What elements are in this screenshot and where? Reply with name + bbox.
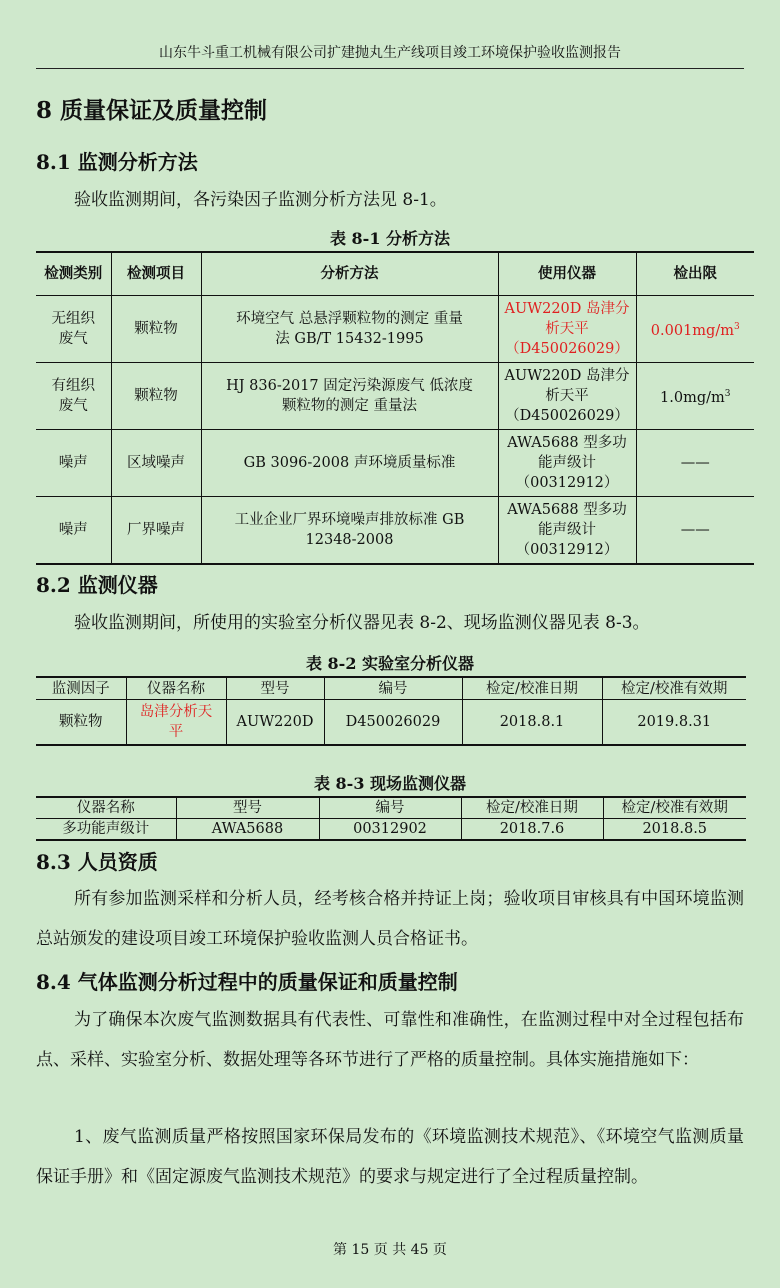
section-8-2-title: 8.2 监测仪器 <box>36 573 158 597</box>
table-row <box>36 363 754 430</box>
col-header: 型号 <box>176 797 319 819</box>
cell-limit: —— <box>636 430 754 497</box>
cell-instrument: AWA5688 型多功能声级计（00312912） <box>498 497 636 565</box>
col-header: 检定/校准有效期 <box>603 797 746 819</box>
table-header-row <box>36 797 746 819</box>
col-header: 检定/校准有效期 <box>602 677 746 700</box>
cell-limit: $0.001mg/m^3$ <box>636 296 754 363</box>
section-8-4-text-2: 1、废气监测质量严格按照国家环保局发布的《环境监测技术规范》、《环境空气监测质量保证手册》和《固定源废气监测技术规范》的要求与规定进行了全过程质量控制。 <box>36 1127 744 1187</box>
section-8-4-title: 8.4 气体监测分析过程中的质量保证和质量控制 <box>36 970 458 994</box>
table-analysis-methods <box>36 251 754 565</box>
cell-method: 环境空气 总悬浮颗粒物的测定 重量法 GB/T 15432-1995 <box>201 296 498 363</box>
col-header: 监测因子 <box>36 677 126 700</box>
cell-method: HJ 836-2017 固定污染源废气 低浓度颗粒物的测定 重量法 <box>201 363 498 430</box>
col-header: 编号 <box>319 797 461 819</box>
table-row <box>36 700 746 746</box>
col-header: 型号 <box>226 677 324 700</box>
cell-calib-date: 2018.8.1 <box>462 700 602 746</box>
table-header-row <box>36 252 754 296</box>
cell-item: 颗粒物 <box>111 363 201 430</box>
cell-limit: —— <box>636 497 754 565</box>
cell-serial: 00312902 <box>319 819 461 841</box>
col-header: 检定/校准日期 <box>462 677 602 700</box>
table-header-row <box>36 677 746 700</box>
cell-model: AWA5688 <box>176 819 319 841</box>
cell-category: 无组织废气 <box>36 296 111 363</box>
table-8-2-caption: 表 8-2 实验室分析仪器 <box>305 654 475 673</box>
cell-instrument-name: 多功能声级计 <box>36 819 176 841</box>
col-header-item: 检测项目 <box>111 252 201 296</box>
cell-method: GB 3096-2008 声环境质量标准 <box>201 430 498 497</box>
cell-factor: 颗粒物 <box>36 700 126 746</box>
table-lab-instruments <box>36 676 746 746</box>
cell-instrument-name: 岛津分析天平 <box>126 700 226 746</box>
page-footer: 第 15 页 共 45 页 <box>333 1242 447 1258</box>
cell-category: 有组织废气 <box>36 363 111 430</box>
section-8-2-text: 验收监测期间，所使用的实验室分析仪器见表 8-2、现场监测仪器见表 8-3。 <box>74 613 650 633</box>
cell-item: 颗粒物 <box>111 296 201 363</box>
cell-model: AUW220D <box>226 700 324 746</box>
table-row <box>36 296 754 363</box>
table-field-instruments <box>36 796 746 841</box>
cell-item: 区域噪声 <box>111 430 201 497</box>
cell-instrument: AWA5688 型多功能声级计（00312912） <box>498 430 636 497</box>
col-header-limit: 检出限 <box>636 252 754 296</box>
table-row <box>36 819 746 841</box>
section-8-3-title: 8.3 人员资质 <box>36 850 158 874</box>
cell-valid-until: 2019.8.31 <box>602 700 746 746</box>
section-8-3-text: 所有参加监测采样和分析人员，经考核合格并持证上岗；验收项目审核具有中国环境监测总站颁发的建设项目竣工环境保护验收监测人员合格证书。 <box>36 889 744 949</box>
col-header-category: 检测类别 <box>36 252 111 296</box>
col-header-method: 分析方法 <box>201 252 498 296</box>
cell-category: 噪声 <box>36 430 111 497</box>
cell-calib-date: 2018.7.6 <box>461 819 603 841</box>
cell-valid-until: 2018.8.5 <box>603 819 746 841</box>
cell-method: 工业企业厂界环境噪声排放标准 GB 12348-2008 <box>201 497 498 565</box>
section-8-1-text: 验收监测期间，各污染因子监测分析方法见 8-1。 <box>74 190 447 210</box>
cell-item: 厂界噪声 <box>111 497 201 565</box>
cell-instrument: AUW220D 岛津分析天平（D450026029） <box>498 296 636 363</box>
page-header: 山东牛斗重工机械有限公司扩建抛丸生产线项目竣工环境保护验收监测报告 <box>36 42 744 69</box>
table-row <box>36 497 754 565</box>
col-header: 检定/校准日期 <box>461 797 603 819</box>
cell-limit: $1.0mg/m^3$ <box>636 363 754 430</box>
table-8-3-caption: 表 8-3 现场监测仪器 <box>313 774 467 793</box>
col-header: 编号 <box>324 677 462 700</box>
table-8-1-caption: 表 8-1 分析方法 <box>329 229 451 248</box>
cell-instrument: AUW220D 岛津分析天平（D450026029） <box>498 363 636 430</box>
section-8-4-text-1: 为了确保本次废气监测数据具有代表性、可靠性和准确性，在监测过程中对全过程包括布点、采样、实验室分析、数据处理等各环节进行了严格的质量控制。具体实施措施如下： <box>36 1010 744 1070</box>
col-header: 仪器名称 <box>36 797 176 819</box>
cell-category: 噪声 <box>36 497 111 565</box>
table-row <box>36 430 754 497</box>
cell-serial: D450026029 <box>324 700 462 746</box>
section-8-1-title: 8.1 监测分析方法 <box>36 150 198 174</box>
section-8-title: 8 质量保证及质量控制 <box>36 97 268 124</box>
col-header-instrument: 使用仪器 <box>498 252 636 296</box>
col-header: 仪器名称 <box>126 677 226 700</box>
